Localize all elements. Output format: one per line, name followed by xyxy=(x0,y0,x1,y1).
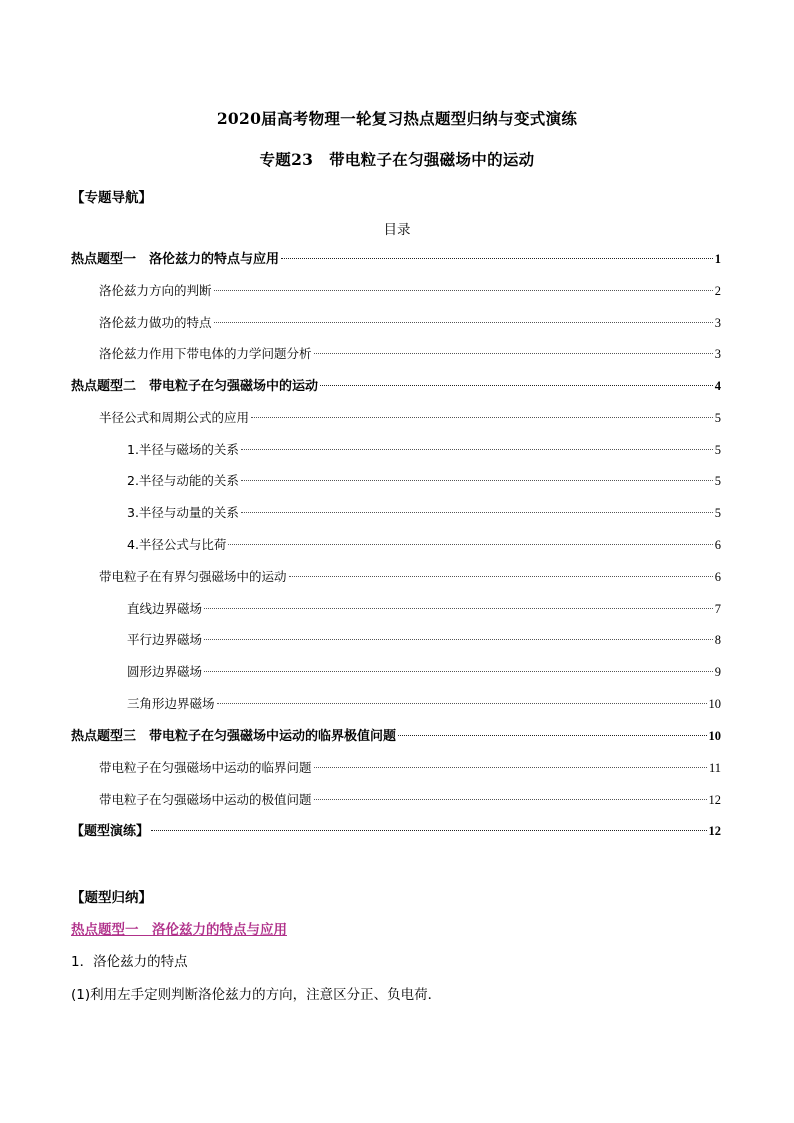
toc-item-label: 热点题型二 带电粒子在匀强磁场中的运动 xyxy=(71,379,319,394)
toc-item-page: 5 xyxy=(714,411,721,425)
document-subtitle: 专题23 带电粒子在匀强磁场中的运动 xyxy=(259,150,535,169)
toc-item-label: 直线边界磁场 xyxy=(127,601,203,616)
toc-item[interactable] xyxy=(99,758,721,778)
toc-item[interactable] xyxy=(99,281,721,301)
toc-leader xyxy=(214,322,713,323)
toc-item-label: 1.半径与磁场的关系 xyxy=(127,442,239,457)
document-title: 2020届高考物理一轮复习热点题型归纳与变式演练 xyxy=(216,109,578,128)
nav-section-label: 【专题导航】 xyxy=(71,190,152,206)
toc-leader xyxy=(241,449,713,450)
toc-item[interactable] xyxy=(127,662,721,682)
toc-item-page: 9 xyxy=(714,665,721,679)
toc-item-label: 2.半径与动能的关系 xyxy=(127,473,239,488)
toc-item-page: 8 xyxy=(714,633,721,647)
toc-item[interactable] xyxy=(127,503,721,523)
toc-leader xyxy=(214,290,713,291)
toc-item-page: 6 xyxy=(714,538,721,552)
toc-item-label: 圆形边界磁场 xyxy=(127,664,203,679)
toc-item-label: 4.半径公式与比荷 xyxy=(127,537,227,552)
toc-item[interactable] xyxy=(127,535,721,555)
toc-item-page: 12 xyxy=(708,793,721,807)
toc-item-page: 12 xyxy=(708,824,721,838)
toc-leader xyxy=(314,767,707,768)
toc-item-label: 平行边界磁场 xyxy=(127,632,203,647)
toc-leader xyxy=(251,417,713,418)
toc-item-page: 3 xyxy=(714,347,721,361)
body-paragraph: (1)利用左手定则判断洛伦兹力的方向，注意区分正、负电荷． xyxy=(71,987,442,1003)
toc-heading: 目录 xyxy=(383,222,411,238)
toc-leader xyxy=(320,385,713,386)
toc-item-label: 热点题型三 带电粒子在匀强磁场中运动的临界极值问题 xyxy=(71,729,397,744)
toc-item-page: 10 xyxy=(708,729,721,743)
toc-leader xyxy=(151,830,706,831)
toc-item-page: 6 xyxy=(714,570,721,584)
toc-item-page: 5 xyxy=(714,474,721,488)
toc-item-label: 洛伦兹力作用下带电体的力学问题分析 xyxy=(99,346,312,361)
toc-item[interactable] xyxy=(127,694,721,714)
toc-item-label: 热点题型一 洛伦兹力的特点与应用 xyxy=(71,252,280,267)
toc-item-page: 10 xyxy=(708,697,721,711)
toc-item-label: 【题型演练】 xyxy=(71,824,150,839)
toc-item-label: 带电粒子在匀强磁场中运动的极值问题 xyxy=(99,792,312,807)
summary-section-label: 【题型归纳】 xyxy=(71,890,152,906)
toc-item-page: 2 xyxy=(714,284,721,298)
toc-item-label: 三角形边界磁场 xyxy=(127,696,215,711)
topic-link[interactable]: 热点题型一 洛伦兹力的特点与应用 xyxy=(71,922,287,938)
toc-item[interactable] xyxy=(71,249,721,269)
toc-item[interactable] xyxy=(127,630,721,650)
toc-leader xyxy=(204,639,713,640)
toc-item[interactable] xyxy=(127,440,721,460)
toc-item-label: 3.半径与动量的关系 xyxy=(127,505,239,520)
toc-item-page: 4 xyxy=(714,379,721,393)
toc-item-label: 带电粒子在有界匀强磁场中的运动 xyxy=(99,569,287,584)
toc-item-page: 3 xyxy=(714,316,721,330)
body-paragraph: 1．洛伦兹力的特点 xyxy=(71,954,188,970)
toc-item-page: 5 xyxy=(714,443,721,457)
toc-leader xyxy=(289,576,713,577)
toc-item-page: 1 xyxy=(714,252,721,266)
toc-item[interactable] xyxy=(127,599,721,619)
toc-item[interactable] xyxy=(71,821,721,841)
toc-leader xyxy=(241,512,713,513)
toc-item-label: 洛伦兹力做功的特点 xyxy=(99,315,212,330)
toc-item-label: 带电粒子在匀强磁场中运动的临界问题 xyxy=(99,760,312,775)
toc-leader xyxy=(314,799,707,800)
toc-item[interactable] xyxy=(99,344,721,364)
toc-item[interactable] xyxy=(99,790,721,810)
toc-leader xyxy=(228,544,712,545)
toc-item[interactable] xyxy=(127,471,721,491)
toc-item[interactable] xyxy=(71,726,721,746)
toc-leader xyxy=(241,480,713,481)
toc-leader xyxy=(398,735,706,736)
toc-item[interactable] xyxy=(99,313,721,333)
toc-leader xyxy=(204,671,713,672)
toc-item-label: 洛伦兹力方向的判断 xyxy=(99,283,212,298)
toc-leader xyxy=(281,258,713,259)
toc-item-page: 7 xyxy=(714,602,721,616)
toc-leader xyxy=(217,703,707,704)
toc-item[interactable] xyxy=(71,376,721,396)
toc-item-page: 5 xyxy=(714,506,721,520)
toc-leader xyxy=(204,608,713,609)
toc-item-page: 11 xyxy=(708,761,721,775)
toc-item[interactable] xyxy=(99,567,721,587)
toc-leader xyxy=(314,353,713,354)
toc-item[interactable] xyxy=(99,408,721,428)
toc-item-label: 半径公式和周期公式的应用 xyxy=(99,410,250,425)
